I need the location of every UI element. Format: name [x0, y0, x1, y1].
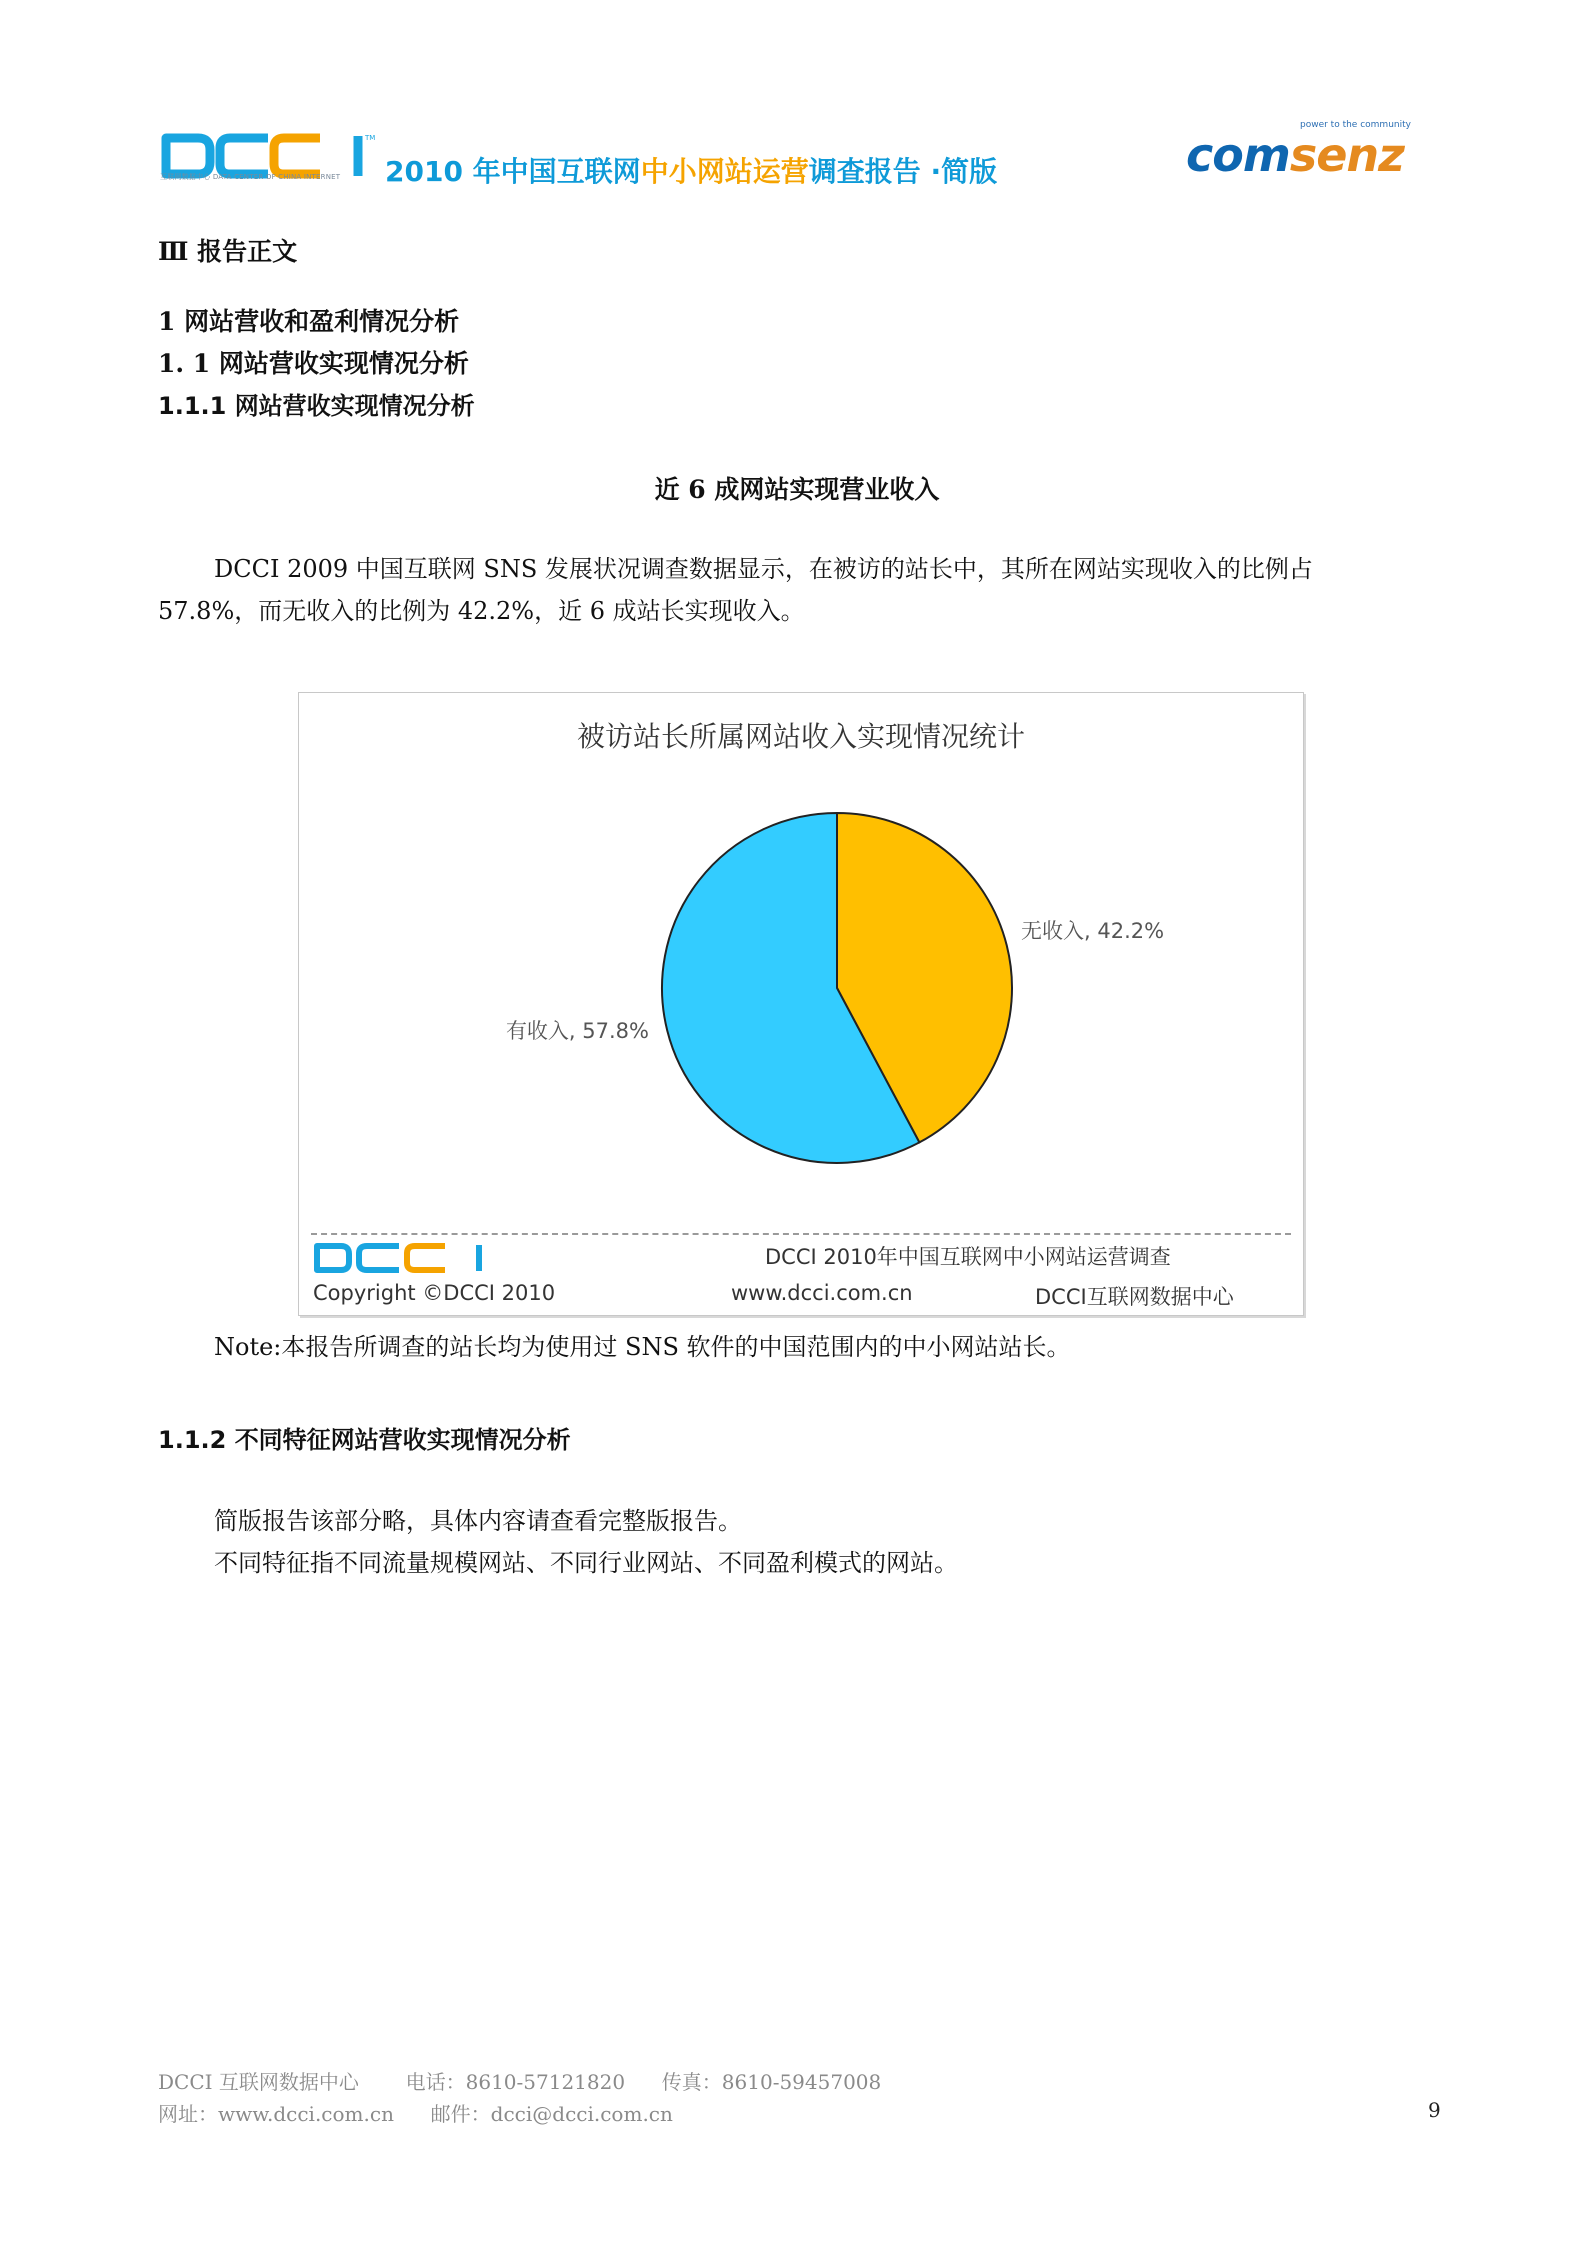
chart-report-name: DCCI 2010年中国互联网中小网站运营调查: [765, 1245, 1171, 1269]
dcci-logo-subtext: 互联网数据中心 DATA CENTER OF CHINA INTERNET: [160, 173, 341, 181]
pie-chart: [299, 693, 1303, 1233]
footer-website[interactable]: 网址：www.dcci.com.cn: [158, 2102, 394, 2126]
partner-tagline: power to the community: [1300, 120, 1411, 130]
footer-line-1: [158, 2066, 881, 2095]
chart-url: www.dcci.com.cn: [731, 1281, 913, 1305]
footer-line-2: [158, 2098, 673, 2127]
svg-text:TM: TM: [365, 134, 375, 142]
chart-title: 被访站长所属网站收入实现情况统计: [576, 720, 1025, 753]
heading-1-1-1: 1.1.1 网站营收实现情况分析: [158, 392, 475, 420]
paragraph-line: 57.8%，而无收入的比例为 42.2%，近 6 成站长实现收入。: [158, 597, 805, 625]
page-number: 9: [1428, 2098, 1441, 2122]
comsenz-logo-part1: com: [1186, 128, 1290, 182]
heading-1-1: 1. 1 网站营收实现情况分析: [158, 349, 469, 378]
comsenz-logo-part2: senz: [1289, 128, 1404, 182]
footer-org: DCCI 互联网数据中心: [158, 2070, 359, 2094]
report-title-part1: 2010 年中国互联网: [385, 155, 641, 188]
footer-fax: 传真：8610-59457008: [661, 2070, 882, 2094]
chart-note: Note:本报告所调查的站长均为使用过 SNS 软件的中国范围内的中小网站站长。: [214, 1333, 1071, 1361]
heading-1: 1 网站营收和盈利情况分析: [158, 307, 460, 336]
report-title-highlight: 中小网站运营: [640, 155, 809, 188]
footer-phone: 电话：8610-57121820: [405, 2070, 626, 2094]
finding-title: 近 6 成网站实现营业收入: [654, 475, 940, 504]
paragraph-line: DCCI 2009 中国互联网 SNS 发展状况调查数据显示，在被访的站长中，其所在网站实现收入的比例占: [214, 555, 1313, 583]
section-heading: Ⅲ 报告正文: [158, 237, 298, 266]
pie-label-with-income: 有收入, 57.8%: [505, 1019, 649, 1043]
chart-footer-logo: [313, 1241, 489, 1275]
chart-org: DCCI互联网数据中心: [1035, 1285, 1234, 1309]
chart-copyright: Copyright ©DCCI 2010: [313, 1281, 556, 1305]
pie-label-no-income: 无收入, 42.2%: [1021, 919, 1165, 943]
chart-footer-divider: [311, 1233, 1291, 1235]
report-title-part3: 调查报告 ·简版: [808, 155, 998, 188]
pie-chart-panel: [298, 692, 1304, 1316]
paragraph-line: 简版报告该部分略，具体内容请查看完整版报告。: [214, 1507, 742, 1535]
heading-1-1-2: 1.1.2 不同特征网站营收实现情况分析: [158, 1426, 571, 1454]
footer-email[interactable]: 邮件：dcci@dcci.com.cn: [430, 2102, 673, 2126]
comsenz-logo: [1186, 128, 1404, 182]
report-title: [385, 150, 997, 190]
paragraph-line: 不同特征指不同流量规模网站、不同行业网站、不同盈利模式的网站。: [214, 1549, 958, 1577]
